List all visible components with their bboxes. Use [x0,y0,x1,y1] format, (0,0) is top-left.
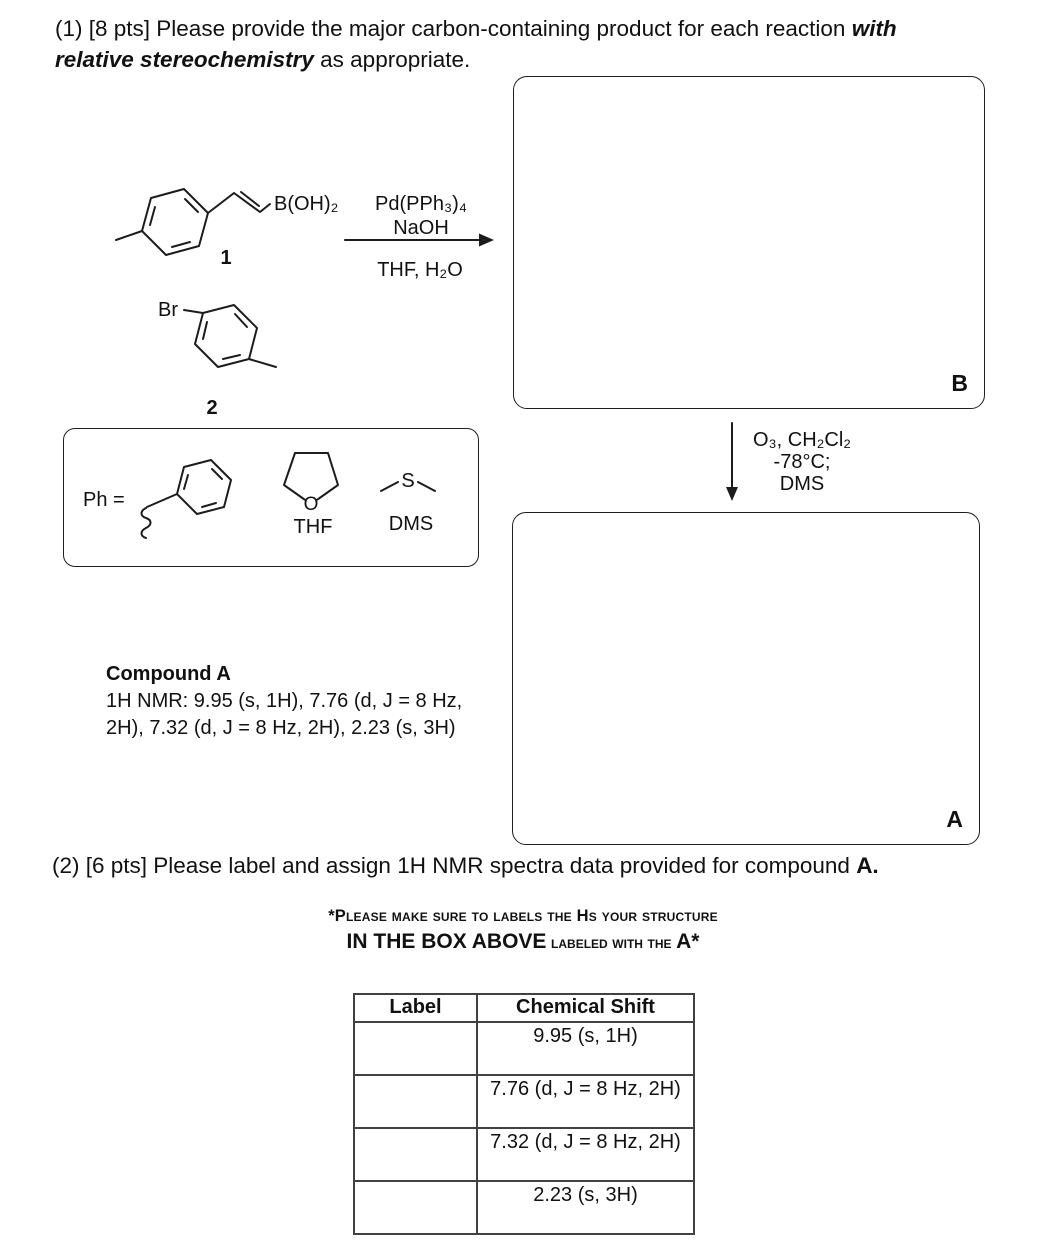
reagent-base-label: NaOH [393,217,449,239]
question-1-line-2 [55,45,1005,76]
dms-caption: DMS [388,513,434,535]
ozonolysis-conditions-line-1: O₃, CH₂Cl₂ [752,429,852,451]
ozonolysis-conditions-line-2: -78°C; [773,451,831,473]
nmr-table [353,993,695,1235]
thf-structure [284,453,338,500]
reaction-arrow-1-head [479,234,494,247]
note-line-1: *Please make sure to labels the Hs your structure [328,907,718,925]
phenyl-squiggle-bond [142,508,151,538]
table-row [354,1181,694,1234]
compound-1-aromatic-double-bonds [150,199,198,247]
shift-cell-3: 7.32 (d, J = 8 Hz, 2H) [477,1128,694,1181]
question-2-normal: (2) [6 pts] Please label and assign 1H NMR spectra data provided for compound [52,853,857,878]
question-1-line-1-emphasis: with [851,16,897,41]
answer-box-a-label: A [946,806,963,832]
answer-box-b[interactable] [513,76,985,409]
table-row [354,1022,694,1075]
compound-1-structure [116,189,270,255]
label-cell-empty-2[interactable] [354,1075,477,1128]
shift-cell-2: 7.76 (d, J = 8 Hz, 2H) [477,1075,694,1128]
question-1-line-1-normal: (1) [8 pts] Please provide the major carbon-containing product for each reaction [55,16,852,41]
compound-1-methyl-bond [116,231,142,240]
question-1-line-2-normal: as appropriate. [313,46,471,72]
thf-oxygen-label: O [303,494,319,515]
shift-cell-1: 9.95 (s, 1H) [477,1022,694,1075]
answer-box-b-label: B [951,370,968,396]
legend-structures [64,429,477,565]
nmr-table-header-row [354,994,694,1022]
thf-caption: THF [293,516,333,538]
shift-cell-4: 2.23 (s, 3H) [477,1181,694,1234]
nmr-table-header-label: Label [354,994,477,1022]
note-line-2-big-end: A* [676,930,700,953]
phenyl-attachment-bond [147,494,177,507]
coupling-reaction-scheme [100,150,500,425]
ozonolysis-conditions-line-3: DMS [779,473,825,495]
question-2-text [52,851,1032,882]
question-1-text [55,14,1005,75]
compound-2-bromine-bond [184,310,203,313]
compound-1-benzene-ring [142,189,208,255]
question-1-line-1 [55,14,1005,45]
phenyl-structure [142,460,232,538]
question-1-line-2-emphasis: relative stereochemistry [55,46,314,72]
ozonolysis-conditions [736,429,868,495]
phenyl-equals-label: Ph = [83,489,125,511]
note-line-2 [0,929,1046,956]
thf-ring [284,453,338,500]
legend-box [63,428,479,567]
question-2-bold-a: A. [856,853,879,878]
label-cell-empty-1[interactable] [354,1022,477,1075]
dms-sulfur-label: S [401,470,415,492]
compound-1-number: 1 [220,247,232,269]
label-cell-empty-4[interactable] [354,1181,477,1234]
note-line-2-big-start: IN THE BOX ABOVE [346,930,547,953]
reagent-catalyst-label: Pd(PPh₃)₄ [375,193,467,215]
phenyl-aromatic-double-bonds [184,469,222,507]
bromine-label: Br [158,299,178,321]
compound-a-info [106,661,462,742]
compound-a-nmr-line-2: 2H), 7.32 (d, J = 8 Hz, 2H), 2.23 (s, 3H) [106,717,456,739]
compound-a-heading: Compound A [106,663,231,685]
compound-a-nmr-line-1: 1H NMR: 9.95 (s, 1H), 7.76 (d, J = 8 Hz, [106,690,463,712]
label-cell-empty-3[interactable] [354,1128,477,1181]
table-row [354,1075,694,1128]
table-row [354,1128,694,1181]
nmr-table-header-shift: Chemical Shift [477,994,694,1022]
compound-1-vinyl-chain [208,193,270,213]
note-line-2-small: labeled with the [546,934,677,952]
compound-2-methyl-bond [249,359,276,367]
compound-2-structure [184,305,276,367]
compound-2-aromatic-double-bonds [203,314,247,359]
boronic-acid-label: B(OH)₂ [274,193,339,215]
compound-2-number: 2 [206,397,218,419]
answer-box-a[interactable] [512,512,980,845]
reagent-solvent-label: THF, H₂O [377,259,463,281]
